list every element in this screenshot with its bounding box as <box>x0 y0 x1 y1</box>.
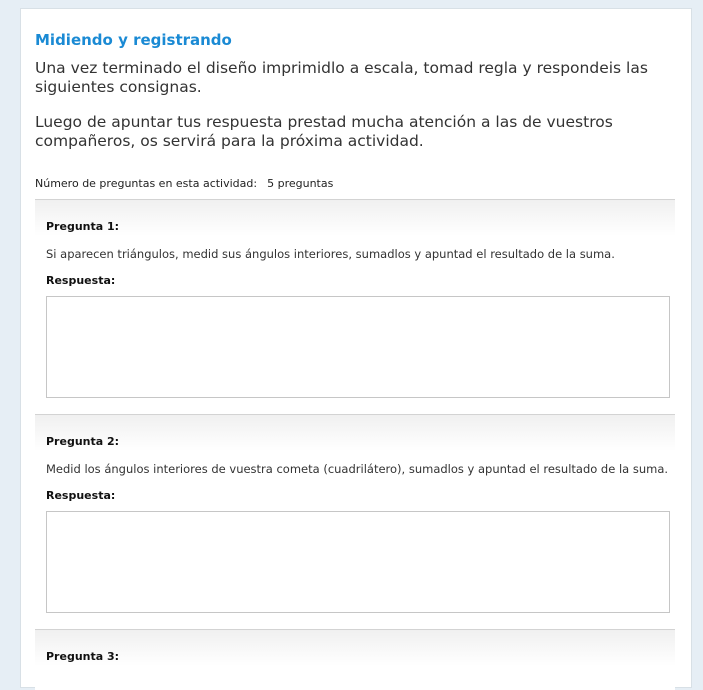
answer-textarea-2[interactable] <box>46 511 670 613</box>
question-label: Pregunta 1: <box>46 220 120 233</box>
answer-textarea-1[interactable] <box>46 296 670 398</box>
question-label: Pregunta 3: <box>46 650 120 663</box>
question-text: Si aparecen triángulos, medid sus ángulos interiores, sumadlos y apuntad el resultado de la suma. <box>46 247 615 261</box>
question-count-value: 5 preguntas <box>267 177 334 190</box>
activity-title: Midiendo y registrando <box>35 31 232 49</box>
question-text: Medid los ángulos interiores de vuestra cometa (cuadrilátero), sumadlos y apuntad el resultado de la suma. <box>46 462 669 476</box>
answer-label: Respuesta: <box>46 274 116 287</box>
activity-card <box>20 8 692 688</box>
activity-intro-1: Una vez terminado el diseño imprimidlo a escala, tomad regla y respondeis las siguientes consignas. <box>35 59 648 96</box>
answer-label: Respuesta: <box>46 489 116 502</box>
question-block-2 <box>35 414 675 630</box>
question-count-label: Número de preguntas en esta actividad: <box>35 177 258 190</box>
question-block-3 <box>35 629 675 690</box>
question-count <box>35 177 333 190</box>
question-block-1 <box>35 199 675 415</box>
activity-intro-2: Luego de apuntar tus respuesta prestad mucha atención a las de vuestros compañeros, os servirá para la próxima actividad. <box>35 113 613 150</box>
question-label: Pregunta 2: <box>46 435 120 448</box>
